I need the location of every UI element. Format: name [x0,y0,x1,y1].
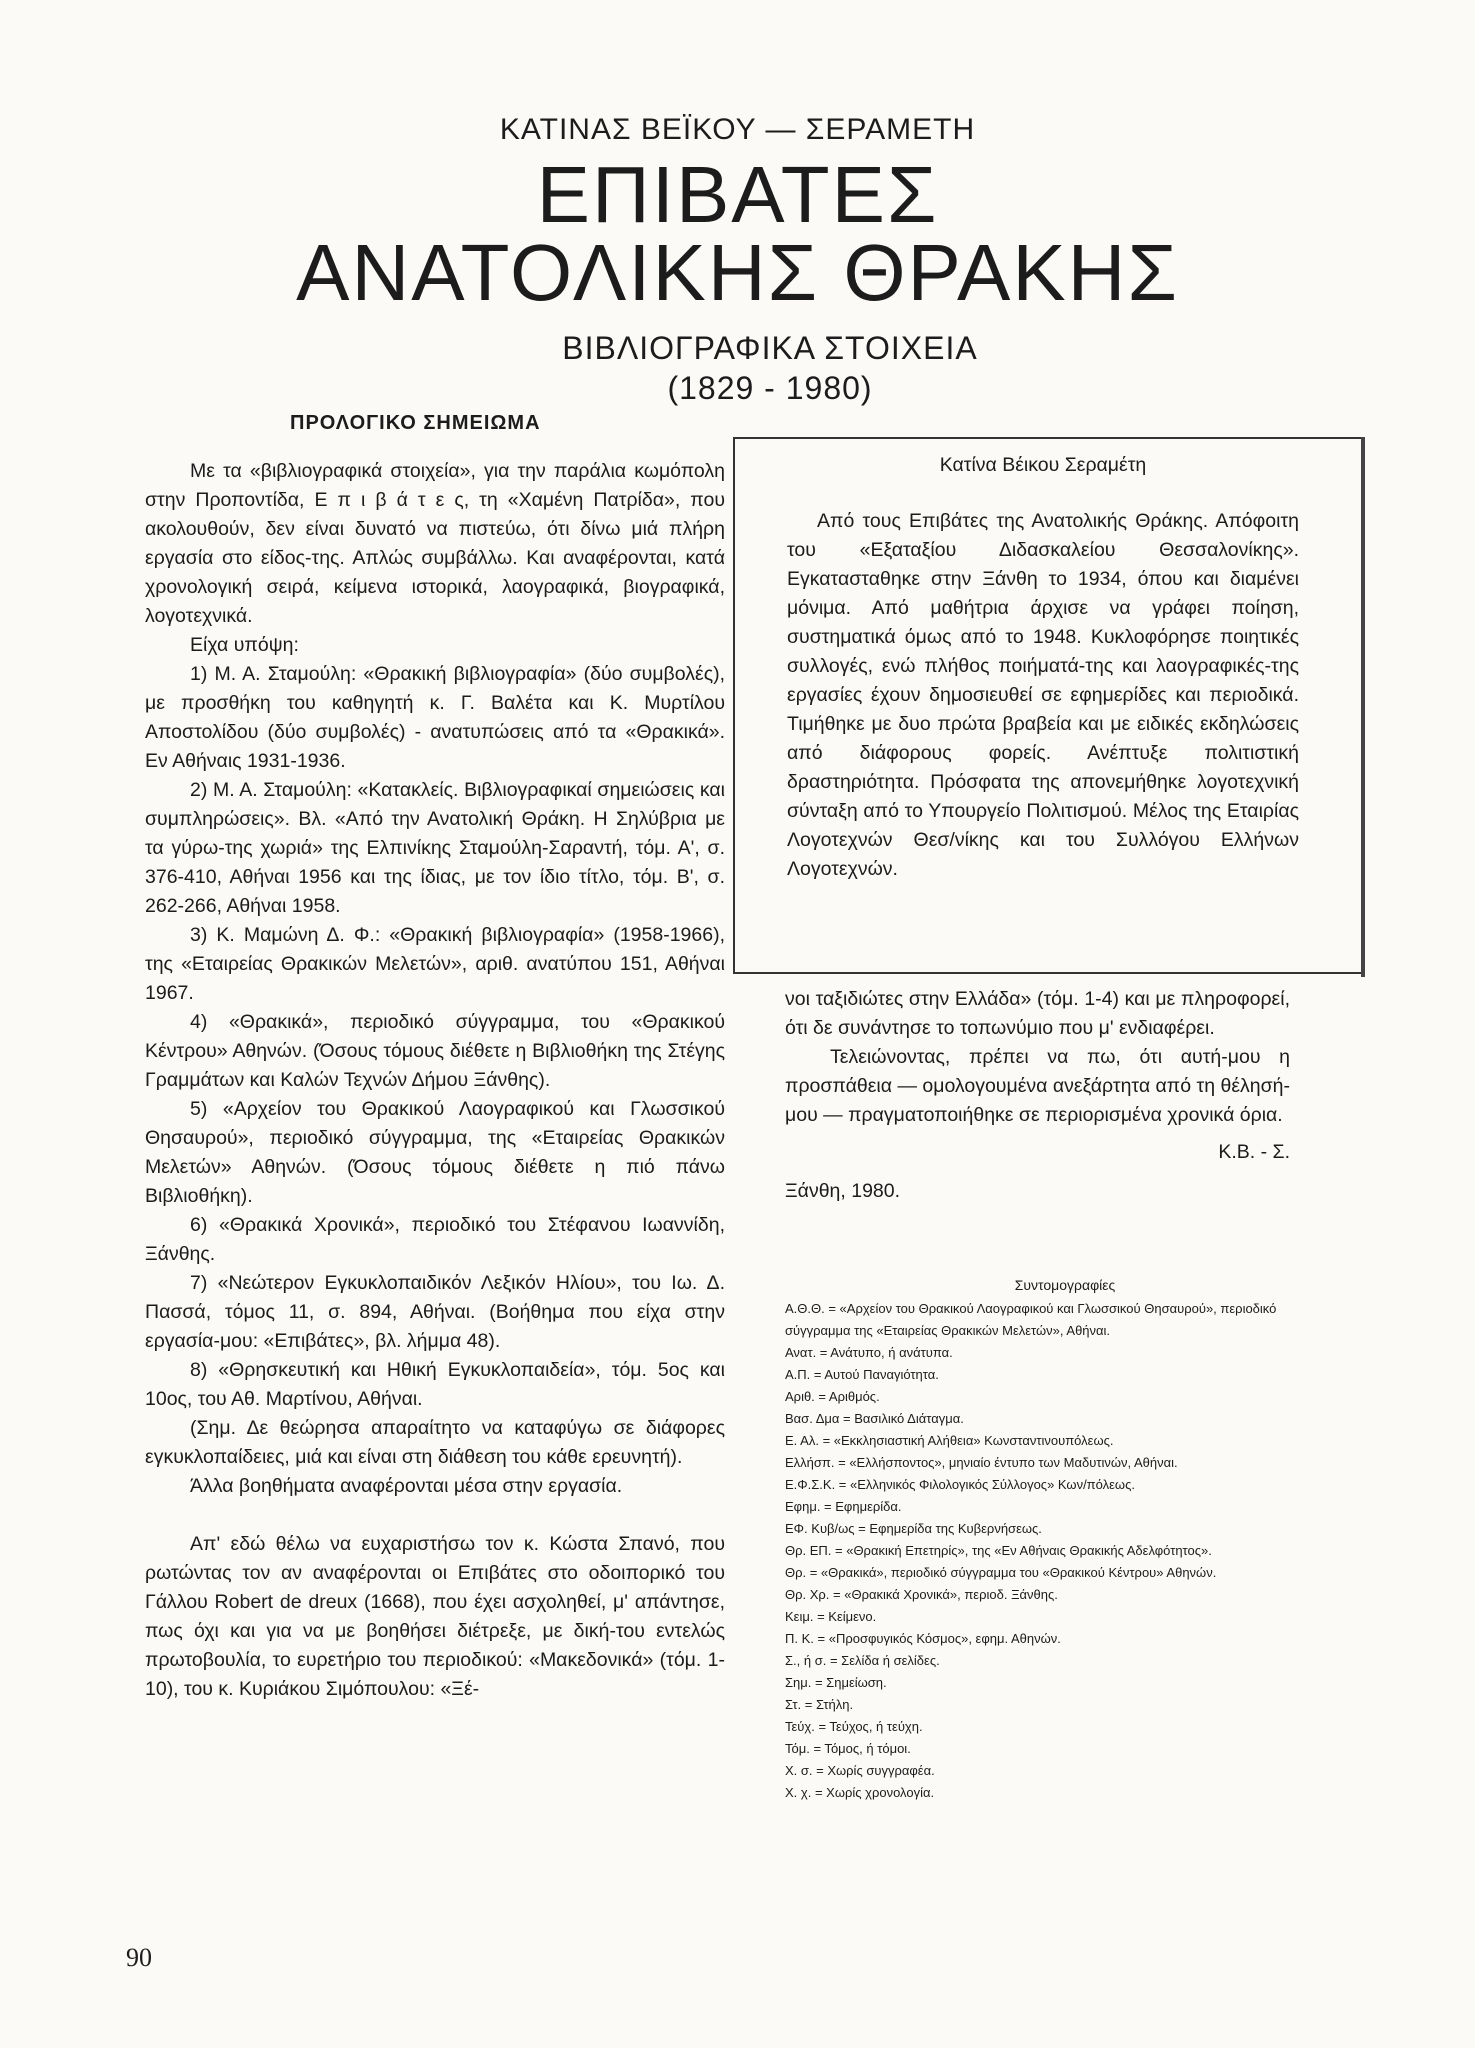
reference-item: 2) Μ. Α. Σταμούλη: «Κατακλείς. Βιβλιογραφικαί σημειώσεις και συμπληρώσεις». Βλ. «Από την Ανατολική Θράκη. Η Σηλύβρια με τα γύρω-της χωριά» της Ελπινίκης Σταμούλη-Σαραντή, τόμ. Α', σ. 376-410, Αθήναι 1956 και της ίδιας, με τον ίδιο τίτλο, τόμ. Β', σ. 262-266, Αθήναι 1958. [145,779,725,917]
reference-item: 3) Κ. Μαμώνη Δ. Φ.: «Θρακική βιβλιογραφία» (1958-1966), της «Εταιρείας Θρακικών Μελετών», αριθ. ανατύπου 151, Αθήναι 1967. [145,924,725,1004]
abbreviation-item: Ε.Φ.Σ.Κ. = «Ελληνικός Φιλολογικός Σύλλογος» Κων/πόλεως. [785,1477,1135,1492]
bio-box-shadow-edge [1361,437,1365,977]
abbreviation-item: Σημ. = Σημείωση. [785,1675,887,1690]
place-date: Ξάνθη, 1980. [785,1180,901,1202]
abbreviation-item: Α.Π. = Αυτού Παναγιότητα. [785,1367,939,1382]
bio-name: Κατίνα Βέικου Σεραμέτη [939,454,1147,476]
reference-item: 7) «Νεώτερον Εγκυκλοπαιδικόν Λεξικόν Ηλίου», του Ιω. Δ. Πασσά, τόμος 11, σ. 894, Αθήναι. (Βοήθημα που είχα στην εργασία-μου: «Επιβάτες», βλ. λήμμα 48). [145,1272,725,1352]
reference-item: 1) Μ. Α. Σταμούλη: «Θρακική βιβλιογραφία» (δύο συμβολές), με προσθήκη του καθηγητή κ. Γ. Βαλέτα και Κ. Μυρτίλου Αποστολίδου (δύο συμβολές) - ανατυπώσεις από τα «Θρακικά». Εν Αθήναις 1931-1936. [145,663,725,772]
abbreviation-item: ΕΦ. Κυβ/ως = Εφημερίδα της Κυβερνήσεως. [785,1521,1042,1536]
title-line-1: ΕΠΙΒΑΤΕΣ [536,150,939,239]
abbreviation-item: Π. Κ. = «Προσφυγικός Κόσμος», εφημ. Αθηνών. [785,1631,1061,1646]
reference-item: 4) «Θρακικά», περιοδικό σύγγραμμα, του «Θρακικού Κέντρου» Αθηνών. (Όσους τόμους διέθετε η Βιβλιοθήκη της Στέγης Γραμμάτων και Καλών Τεχνών Δήμου Ξάνθης). [145,1011,725,1091]
abbreviation-item: Θρ. = «Θρακικά», περιοδικό σύγγραμμα του «Θρακικού Κέντρου» Αθηνών. [785,1565,1217,1580]
abbreviation-item: Α.Θ.Θ. = «Αρχείον του Θρακικού Λαογραφικού και Γλωσσικού Θησαυρού», περιοδικό σύγγραμμα της «Εταιρείας Θρακικών Μελετών», Αθήναι. [785,1301,1277,1338]
preface-heading: ΠΡΟΛΟΓΙΚΟ ΣΗΜΕΙΩΜΑ [290,412,541,434]
page-number: 90 [126,1943,152,1972]
abbreviations-title: Συντομογραφίες [1014,1277,1116,1293]
preface-paragraph: Άλλα βοηθήματα αναφέρονται μέσα στην εργασία. [190,1475,623,1497]
continuation-paragraph: νοι ταξιδιώτες στην Ελλάδα» (τόμ. 1-4) και με πληροφορεί, ότι δε συνάντησε το τοπωνύμιο που μ' ενδιαφέρει. [785,988,1290,1039]
abbreviation-item: Κειμ. = Κείμενο. [785,1609,877,1624]
reference-item: 5) «Αρχείον του Θρακικού Λαογραφικού και Γλωσσικού Θησαυρού», περιοδικό σύγγραμμα, της «Εταιρείας Θρακικών Μελετών» Αθηνών. (Όσους τόμους διέθετε η πιό πάνω Βιβλιοθήκη). [145,1098,725,1207]
abbreviations-list [785,1274,1345,1804]
abbreviation-item: Βασ. Δμα = Βασιλικό Διάταγμα. [785,1411,964,1426]
preface-continuation-column [785,985,1290,1206]
abbreviation-item: Χ. χ. = Χωρίς χρονολογία. [785,1785,935,1800]
abbreviation-item: Χ. σ. = Χωρίς συγγραφέα. [785,1763,935,1778]
preface-column [145,457,725,1704]
title-line-2: ΑΝΑΤΟΛΙΚΗΣ ΘΡΑΚΗΣ [296,228,1179,317]
abbreviation-item: Τόμ. = Τόμος, ή τόμοι. [785,1741,911,1756]
acknowledgement-paragraph: Απ' εδώ θέλω να ευχαριστήσω τον κ. Κώστα Σπανό, που ρωτώντας τον αν αναφέρονται οι Επιβάτες στο οδοιπορικό του Γάλλου Robert de dreux (1668), που έχει ασχοληθεί, μ' απάντησε, πως όχι και για να με βοηθήσει διέτρεξε, με δική-του εντελώς πρωτοβουλία, το ευρετήριο του περιοδικού: «Μακεδονικά» (τόμ. 1-10), του κ. Κυριάκου Σιμόπουλου: «Ξέ- [145,1533,725,1700]
years-range: (1829 - 1980) [667,370,873,406]
abbreviation-item: Θρ. Χρ. = «Θρακικά Χρονικά», περιοδ. Ξάνθης. [785,1587,1058,1602]
abbreviation-item: Ελλήσπ. = «Ελλήσποντος», μηνιαίο έντυπο των Μαδυτινών, Αθήναι. [785,1455,1178,1470]
abbreviation-item: Ε. Αλ. = «Εκκλησιαστική Αλήθεια» Κωνσταντινουπόλεως. [785,1433,1114,1448]
preface-paragraph: Με τα «βιβλιογραφικά στοιχεία», για την παράλια κωμόπολη στην Προποντίδα, Ε π ι β ά τ ε ς, τη «Χαμένη Πατρίδα», που ακολουθούν, δεν είναι δυνατό να πιστεύω, ότι δίνω μιά πλήρη εργασία στο είδος-της. Απλώς συμβάλλω. Και αναφέρονται, κατά χρονολογική σειρά, κείμενα ιστορικά, λαογραφικά, βιογραφικά, λογοτεχνικά. [145,460,725,627]
abbreviation-item: Σ., ή σ. = Σελίδα ή σελίδες. [785,1653,940,1668]
bio-text: Από τους Επιβάτες της Ανατολικής Θράκης. Απόφοιτη του «Εξαταξίου Διδασκαλείου Θεσσαλονίκης». Εγκατασταθηκε στην Ξάνθη το 1934, όπου και διαμένει μόνιμα. Από μαθήτρια άρχισε να γράφει ποίηση, συστηματικά όμως από το 1948. Κυκλοφόρησε ποιητικές συλλογές, ενώ πλήθος ποιήματά-της και λαογραφικές-της εργασίες έχουν δημοσιευθεί σε εφημερίδες και περιοδικά. Τιμήθηκε με δυο πρώτα βραβεία και με ειδικές εκδηλώσεις από διάφορους φορείς. Ανέπτυξε πολιτιστική δραστηριότητα. Πρόσφατα της απονεμήθηκε λογοτεχνική σύνταξη από το Υπουργείο Πολιτισμού. Μέλος της Εταιρίας Λογοτεχνών Θεσ/νίκης και του Συλλόγου Ελλήνων Λογοτεχνών. [787,510,1299,880]
abbreviation-item: Τεύχ. = Τεύχος, ή τεύχη. [785,1719,923,1734]
reference-item: 8) «Θρησκευτική και Ηθική Εγκυκλοπαιδεία», τόμ. 5ος και 10ος, του Αθ. Μαρτίνου, Αθήναι. [145,1359,725,1410]
preface-note: (Σημ. Δε θεώρησα απαραίτητο να καταφύγω σε διάφορες εγκυκλοπαίδειες, μιά και είναι στη διάθεση του κάθε ερευνητή). [145,1417,725,1468]
reference-item: 6) «Θρακικά Χρονικά», περιοδικό του Στέφανου Ιωαννίδη, Ξάνθης. [145,1214,725,1265]
subtitle: ΒΙΒΛΙΟΓΡΑΦΙΚΑ ΣΤΟΙΧΕΙΑ [562,330,978,366]
abbreviation-item: Εφημ. = Εφημερίδα. [785,1499,902,1514]
closing-paragraph: Τελειώνοντας, πρέπει να πω, ότι αυτή-μου η προσπάθεια — ομολογουμένα ανεξάρτητα από τη θέλησή-μου — πραγματοποιήθηκε σε περιορισμένα χρονικά όρια. [785,1046,1290,1126]
abbreviation-item: Στ. = Στήλη. [785,1697,854,1712]
abbreviation-item: Θρ. ΕΠ. = «Θρακική Επετηρίς», της «Εν Αθήναις Θρακικής Αδελφότητος». [785,1543,1212,1558]
author-line: ΚΑΤΙΝΑΣ ΒΕΪΚΟΥ — ΣΕΡΑΜΕΤΗ [499,113,976,146]
abbreviation-item: Ανατ. = Ανάτυπο, ή ανάτυπα. [785,1345,953,1360]
signature-initials: Κ.Β. - Σ. [1218,1141,1290,1163]
abbreviation-item: Αριθ. = Αριθμός. [785,1389,880,1404]
author-bio-box [733,437,1363,974]
preface-paragraph: Είχα υπόψη: [190,634,299,656]
